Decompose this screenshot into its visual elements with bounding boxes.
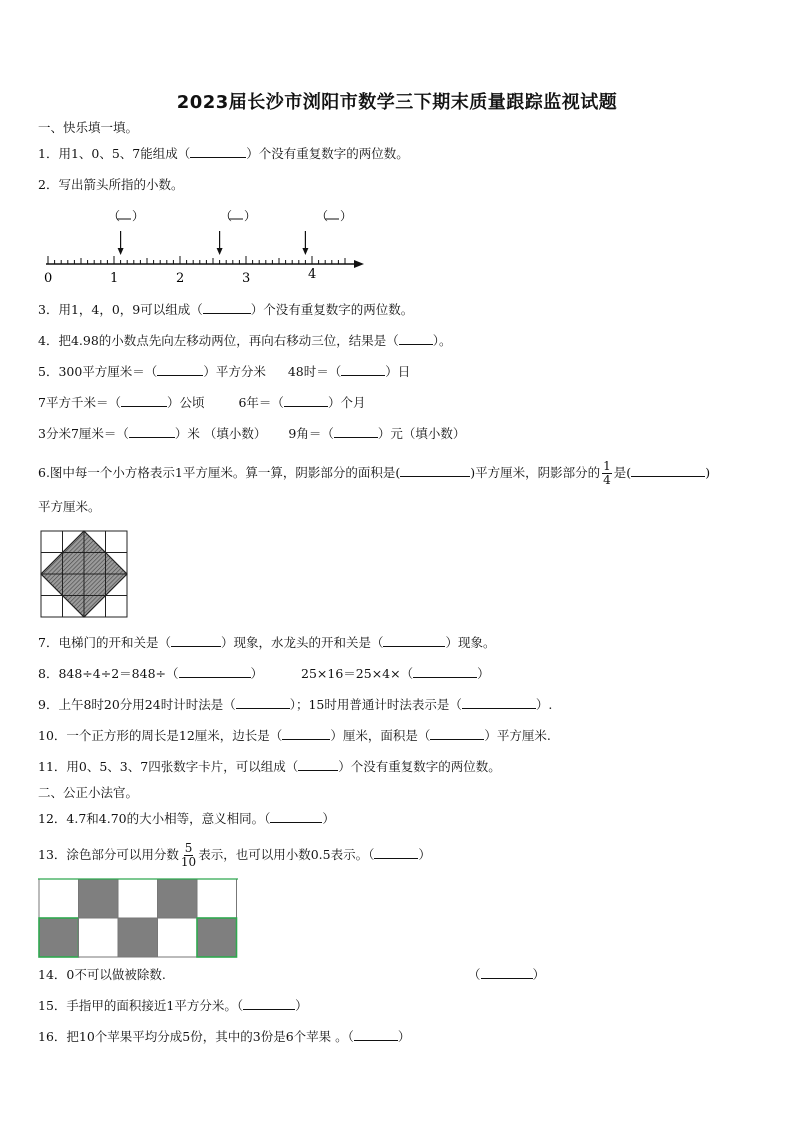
q7-text-c: ）现象。 (445, 635, 496, 650)
blank-cell (118, 879, 158, 918)
q10-blank-2[interactable] (430, 728, 484, 740)
page-title: 2023届长沙市浏阳市数学三下期末质量跟踪监视试题 (176, 92, 618, 113)
q5-l2-text-b: ）公顷 (166, 395, 205, 410)
tick-label: 3 (242, 271, 251, 286)
blank-cell (79, 918, 119, 957)
question-4 (38, 333, 452, 349)
answer-parens-2[interactable] (220, 209, 256, 223)
q9-text-c: ）. (535, 697, 553, 712)
q11-blank[interactable] (298, 759, 338, 771)
q1-text-a: 1．用1、0、5、7能组成（ (38, 146, 191, 161)
down-arrow-icon (118, 231, 124, 255)
q5-blank-6[interactable] (334, 426, 378, 438)
tick-label: 1 (110, 271, 119, 286)
q6-text-d: ) (705, 465, 711, 480)
grid-diamond-figure (40, 530, 130, 620)
q10-text-a: 10．一个正方形的周长是12厘米，边长是（ (38, 728, 283, 743)
q8-blank-1[interactable] (179, 666, 251, 678)
q14-text-b: （ (468, 967, 481, 982)
question-6 (38, 460, 710, 487)
q9-text-a: 9．上午8时20分用24时计时法是（ (38, 697, 236, 712)
blank-cell (197, 879, 237, 918)
q1-text-b: ）个没有重复数字的两位数。 (246, 146, 409, 161)
q5-l2-text-c: 6年＝（ (238, 395, 284, 410)
q7-blank-1[interactable] (171, 635, 221, 647)
q9-blank-1[interactable] (236, 697, 290, 709)
q9-text-b: ）；15时用普通计时法表示是（ (289, 697, 462, 712)
paren-left-3: （ (316, 209, 329, 223)
number-line-figure (38, 203, 368, 288)
q12-blank[interactable] (270, 811, 322, 823)
question-14 (38, 967, 166, 983)
down-arrow-icon (302, 231, 308, 255)
question-16 (38, 1029, 410, 1045)
paren-right-1: ） (132, 209, 145, 223)
q16-blank[interactable] (354, 1029, 398, 1041)
blank-cell (39, 879, 79, 918)
q3-text-a: 3．用1，4，0，9可以组成（ (38, 302, 203, 317)
q4-text-a: 4．把4.98的小数点先向左移动两位，再向右移动三位，结果是（ (38, 333, 399, 348)
q15-blank[interactable] (243, 998, 295, 1010)
q6-blank-2[interactable] (631, 465, 705, 477)
q11-text-b: ）个没有重复数字的两位数。 (338, 759, 501, 774)
frac-numerator: 1 (603, 459, 611, 473)
q8-text-a: 8．848÷4÷2＝848÷（ (38, 666, 179, 681)
q6-text-b: )平方厘米，阴影部分的 (470, 465, 601, 480)
grid-lines (41, 531, 127, 617)
q16-text-b: ） (397, 1029, 411, 1044)
q5-blank-4[interactable] (284, 395, 328, 407)
fraction-one-quarter (602, 460, 612, 487)
q7-text-b: ）现象，水龙头的开和关是（ (220, 635, 384, 650)
q5-blank-5[interactable] (129, 426, 175, 438)
q5-l3-text-d: ）元（填小数） (377, 426, 466, 441)
q5-l1-text-a: 5．300平方厘米＝（ (38, 364, 158, 379)
q8-text-b: ） (250, 666, 264, 681)
q7-text-a: 7．电梯门的开和关是（ (38, 635, 171, 650)
shaded-cell (39, 918, 79, 957)
frac-numerator: 5 (184, 841, 193, 855)
q1-answer-blank[interactable] (190, 146, 246, 158)
q14-text-c: ） (532, 967, 546, 982)
q3-answer-blank[interactable] (203, 302, 251, 314)
question-5-line-3 (38, 426, 465, 442)
question-12 (38, 811, 335, 827)
paren-right-2: ） (244, 209, 257, 223)
q11-text-a: 11．用0、5、3、7四张数字卡片，可以组成（ (38, 759, 299, 774)
shaded-cell (79, 879, 119, 918)
q5-l1-text-d: ）日 (385, 364, 411, 379)
q5-l3-text-a: 3分米7厘米＝（ (38, 426, 129, 441)
tick-label: 4 (308, 267, 317, 282)
q12-text-b: ） (322, 811, 335, 826)
q14-text-a: 14．0不可以做被除数. (38, 967, 166, 982)
question-8 (38, 666, 490, 682)
q8-text-d: ） (477, 666, 490, 681)
question-7 (38, 635, 496, 651)
tick-label: 2 (176, 271, 185, 286)
q5-blank-2[interactable] (341, 364, 385, 376)
question-15 (38, 998, 308, 1014)
q6-text-a: 6.图中每一个小方格表示1平方厘米。算一算，阴影部分的面积是( (38, 465, 401, 480)
q15-text-b: ） (295, 998, 308, 1013)
q10-text-b: ）厘米，面积是（ (330, 728, 431, 743)
shaded-grid-figure (38, 877, 240, 959)
frac-denominator: 4 (603, 473, 611, 487)
number-line-arrowhead (354, 260, 364, 268)
q8-text-c: 25×16＝25×4×（ (301, 666, 414, 681)
q6-blank-1[interactable] (400, 465, 470, 477)
q13-text-a: 13．涂色部分可以用分数 (38, 847, 179, 862)
q5-l3-text-c: 9角＝（ (288, 426, 334, 441)
question-5-line-2 (38, 395, 365, 411)
section-2-heading: 二、公正小法官。 (38, 785, 139, 800)
q6-text-c: 是( (613, 465, 632, 480)
q5-l1-text-b: ）平方分米 (203, 364, 266, 379)
q10-text-c: ）平方厘米. (484, 728, 551, 743)
fraction-five-tenths (181, 842, 196, 869)
q4-text-b: ）。 (432, 333, 452, 348)
q12-text-a: 12．4.7和4.70的大小相等，意义相同。（ (38, 811, 271, 826)
question-5-line-1 (38, 364, 410, 380)
answer-parens-3[interactable] (316, 209, 352, 223)
q7-blank-2[interactable] (383, 635, 445, 647)
answer-parens-1[interactable] (108, 209, 144, 223)
number-line-ticks (48, 256, 345, 264)
grid-cells (39, 879, 237, 957)
question-13 (38, 842, 431, 869)
q5-l2-text-d: ）个月 (327, 395, 366, 410)
question-1 (38, 146, 409, 162)
q15-text-a: 15．手指甲的面积接近1平方分米。（ (38, 998, 244, 1013)
q13-text-c: ） (418, 847, 431, 862)
blank-cell (158, 918, 198, 957)
question-10 (38, 728, 551, 744)
paren-left-2: （ (220, 209, 233, 223)
number-line-arrows (118, 231, 309, 255)
q5-blank-3[interactable] (121, 395, 167, 407)
paren-left-1: （ (108, 209, 121, 223)
section-1-heading: 一、快乐填一填。 (38, 120, 139, 135)
q4-answer-blank[interactable] (399, 333, 433, 345)
question-6-continued: 平方厘米。 (38, 499, 101, 514)
q13-text-b: 表示，也可以用小数0.5表示。（ (198, 847, 375, 862)
q14-blank[interactable] (481, 967, 533, 979)
q8-blank-2[interactable] (413, 666, 477, 678)
q13-blank[interactable] (374, 847, 418, 859)
q5-l3-text-b: ）米 （填小数） (174, 426, 267, 441)
number-line-labels (44, 267, 316, 286)
question-3 (38, 302, 413, 318)
question-11 (38, 759, 501, 775)
shaded-cell (197, 918, 237, 957)
shaded-cell (158, 879, 198, 918)
q5-blank-1[interactable] (157, 364, 203, 376)
q3-text-b: ）个没有重复数字的两位数。 (250, 302, 414, 317)
shaded-cell (118, 918, 158, 957)
frac-denominator: 10 (180, 855, 197, 869)
q5-l1-text-c: 48时＝（ (287, 364, 342, 379)
q9-blank-2[interactable] (462, 697, 536, 709)
question-14-answer (468, 967, 545, 983)
paren-right-3: ） (340, 209, 353, 223)
tick-label: 0 (44, 271, 53, 286)
question-9 (38, 697, 552, 713)
q5-l2-text-a: 7平方千米＝（ (38, 395, 121, 410)
question-2: 2．写出箭头所指的小数。 (38, 177, 184, 192)
down-arrow-icon (217, 231, 223, 255)
q16-text-a: 16．把10个苹果平均分成5份，其中的3份是6个苹果 。（ (38, 1029, 354, 1044)
q10-blank-1[interactable] (282, 728, 330, 740)
